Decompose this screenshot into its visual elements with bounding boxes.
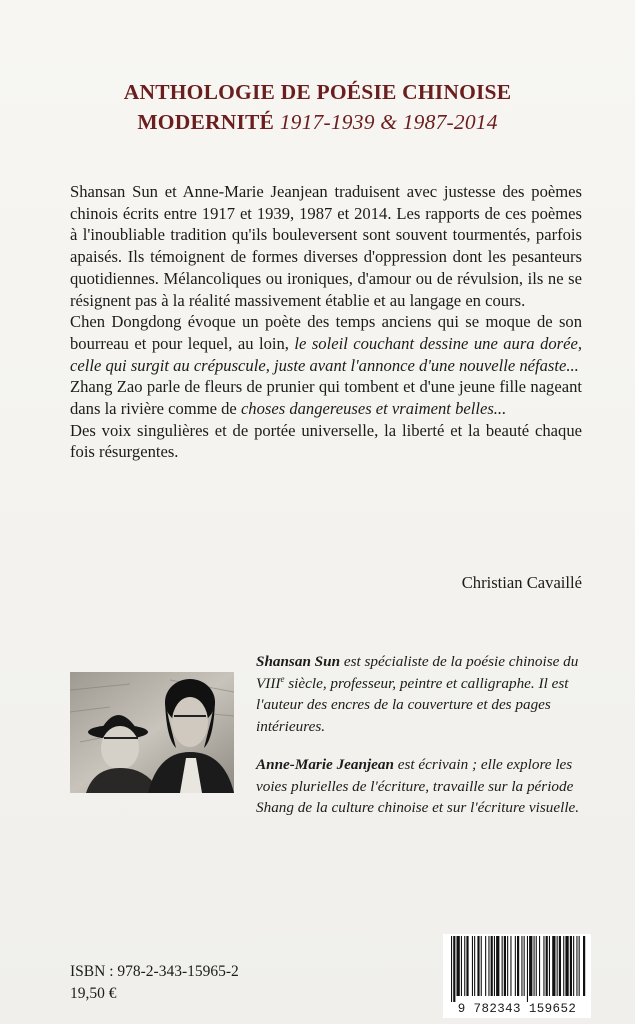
barcode-bar	[485, 936, 486, 996]
barcode-bar	[573, 936, 574, 996]
barcode-bar	[517, 936, 519, 996]
blurb-paragraph-1: Shansan Sun et Anne-Marie Jeanjean traduisent avec justesse des poèmes chinois écrits entre 1917 et 1939, 1987 et 2014. Les rapports de ces poèmes à l'inoubliable tradition qu'ils bouleversent sont souvent tourmentés, parfois apaisés. Ils témoignent de formes diverses d'oppression dont les pesanteurs quotidiennes. Mélancoliques ou ironiques, d'amour ou de révulsion, ils ne se résignent pas à la réalité massivement établie et au langage en cours.	[70, 182, 582, 310]
bio-anne-marie-jeanjean	[256, 754, 586, 819]
blurb	[70, 181, 582, 463]
bio-jeanjean-text: est écrivain ; elle explore les voies plurielles de l'écriture, travaille sur la période Shang de la culture chinoise et sur l'écriture visuelle.	[256, 756, 580, 817]
blurb-p3-quote: choses dangereuses et vraiment belles...	[240, 399, 507, 419]
barcode-bar	[496, 936, 499, 996]
barcode-bar	[472, 936, 473, 996]
barcode-bar	[502, 936, 503, 996]
barcode-bar	[524, 936, 525, 996]
barcode-bar	[464, 936, 465, 996]
blurb-paragraph-3	[70, 376, 582, 419]
blurb-paragraph-2	[70, 311, 582, 376]
blurb-p2-quote: le soleil couchant dessine une aura dorée, celle qui surgit au crépuscule, juste avant l'annonce d'une nouvelle néfaste...	[70, 333, 582, 375]
barcode-bar	[481, 936, 482, 996]
barcode-bar	[453, 936, 455, 1002]
barcode-bar	[583, 936, 585, 996]
price-label: 19,50 €	[70, 985, 117, 1002]
barcode-bar	[576, 936, 577, 996]
barcode-bar	[536, 936, 537, 996]
barcode	[443, 934, 591, 1018]
barcode-bar	[546, 936, 548, 996]
barcode-bar	[488, 936, 489, 996]
bio-shansan-sun	[256, 651, 586, 737]
barcode-bar	[543, 936, 544, 996]
barcode-bar	[521, 936, 522, 996]
barcode-bar	[461, 936, 462, 996]
barcode-bar	[559, 936, 561, 996]
barcode-bar	[507, 936, 508, 996]
barcode-bar	[491, 936, 493, 996]
barcode-bar	[466, 936, 468, 996]
bio-jeanjean-name: Anne-Marie Jeanjean	[256, 756, 394, 773]
barcode-bar	[510, 936, 511, 996]
authors-photo	[70, 672, 234, 793]
barcode-bar	[579, 936, 580, 996]
bio-sun-name: Shansan Sun	[256, 653, 341, 670]
barcode-bar	[549, 936, 550, 996]
blurb-signature: Christian Cavaillé	[461, 573, 582, 592]
barcode-bar	[515, 936, 516, 996]
barcode-bar	[552, 936, 555, 996]
barcode-bar	[557, 936, 558, 996]
book-subtitle	[0, 110, 635, 135]
subtitle-main: MODERNITÉ	[137, 110, 275, 134]
barcode-bar	[570, 936, 572, 996]
barcode-bar	[565, 936, 568, 996]
barcode-bar	[539, 936, 540, 996]
barcode-bar	[527, 936, 528, 1002]
bio-sun-text-b: siècle, professeur, peintre et calligraphe. Il est l'auteur des encres de la couverture et des pages intérieures.	[256, 674, 569, 735]
barcode-bar	[474, 936, 475, 996]
barcode-bar	[494, 936, 495, 996]
barcode-bar	[451, 936, 452, 1002]
subtitle-dates: 1917-1939 & 1987-2014	[279, 110, 498, 134]
barcode-bar	[529, 936, 532, 996]
book-title: ANTHOLOGIE DE POÉSIE CHINOISE	[123, 80, 512, 104]
barcode-bar	[477, 936, 479, 996]
barcode-bar	[457, 936, 460, 996]
barcode-bars	[443, 934, 591, 1002]
bio-sun-superscript: e	[280, 673, 285, 684]
authors-photo-image	[70, 672, 234, 793]
barcode-bar	[563, 936, 564, 996]
barcode-bar	[534, 936, 535, 996]
isbn-label: ISBN : 978-2-343-15965-2	[70, 963, 239, 980]
blurb-p2-text: Chen Dongdong évoque un poète des temps anciens qui se moque de son bourreau et pour lequel, au loin,	[70, 312, 582, 353]
blurb-paragraph-4: Des voix singulières et de portée universelle, la liberté et la beauté chaque fois résurgentes.	[70, 420, 582, 462]
barcode-number: 9 782343 159652	[457, 1002, 577, 1016]
barcode-bar	[504, 936, 506, 996]
blurb-p3-text: Zhang Zao parle de fleurs de prunier qui tombent et d'une jeune fille nageant dans la rivière comme de	[70, 377, 582, 419]
bio-sun-text-a: est spécialiste de la poésie chinoise du VIII	[256, 653, 579, 692]
